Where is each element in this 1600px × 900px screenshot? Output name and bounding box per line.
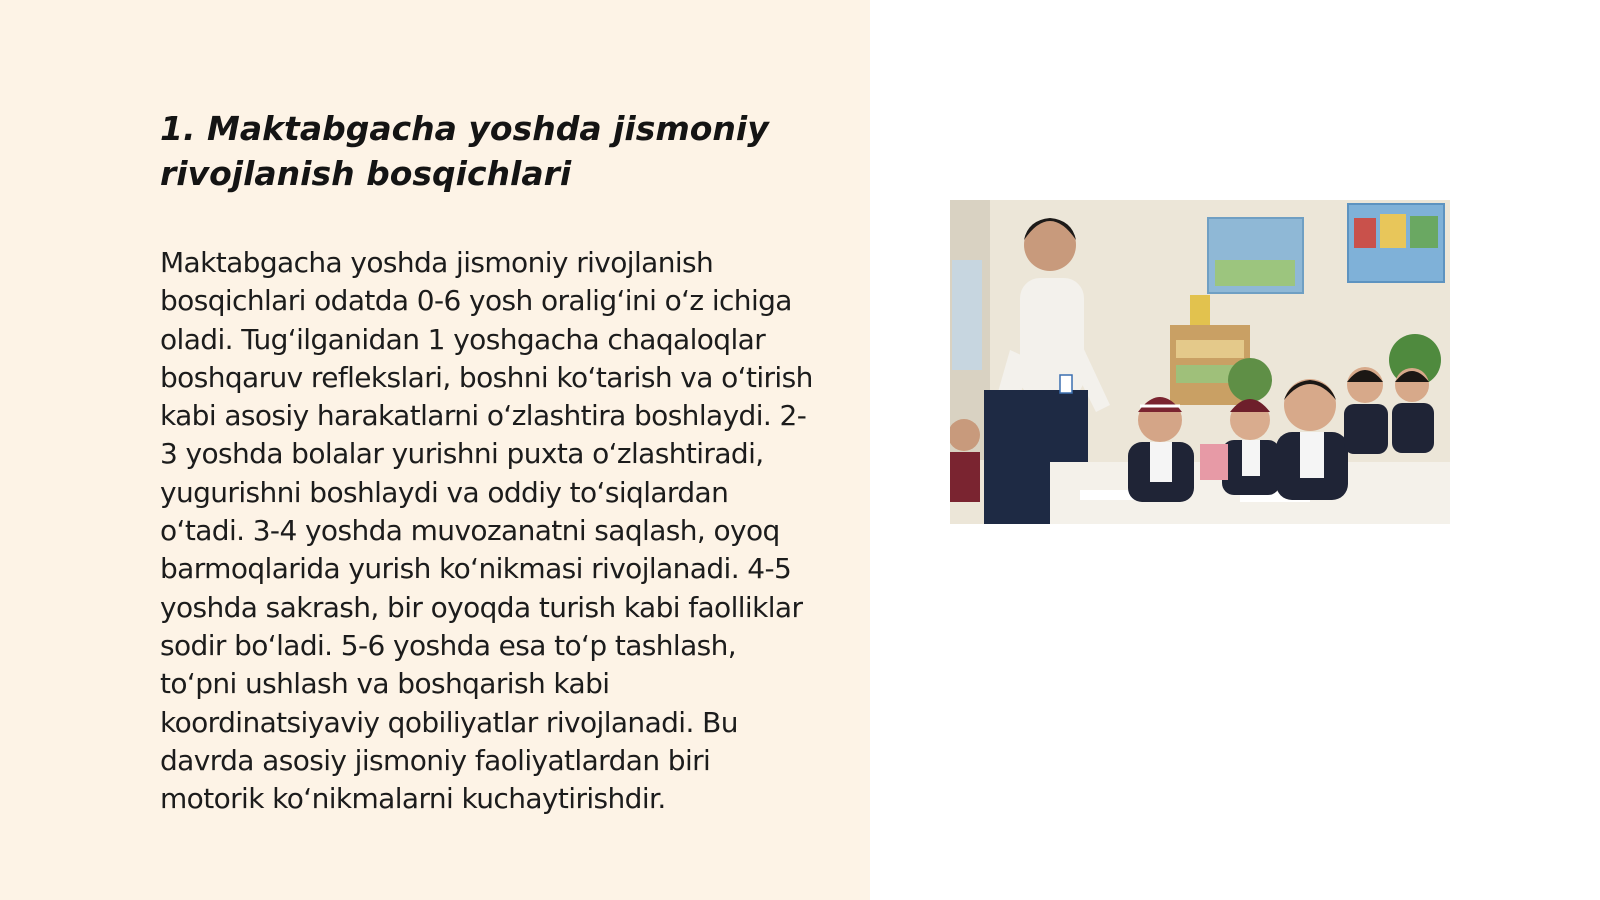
- slide-body-text: Maktabgacha yoshda jismoniy rivojlanish bosqichlari odatda 0-6 yosh oralig‘ini o‘z ichiga oladi. Tug‘ilganidan 1 yoshgacha chaqaloqlar boshqaruv reflekslari, boshni ko‘tarish va o‘tirish kabi asosiy harakatlarni o‘zlashtira boshlaydi. 2-3 yoshda bolalar yurishni puxta o‘zlashtiradi, yugurishni boshlaydi va oddiy to‘siqlardan o‘tadi. 3-4 yoshda muvozanatni saqlash, oyoq barmoqlarida yurish ko‘nikmasi rivojlanadi. 4-5 yoshda sakrash, bir oyoqda turish kabi faolliklar sodir bo‘ladi. 5-6 yoshda esa to‘p tashlash, to‘pni ushlash va boshqarish kabi koordinatsiyaviy qobiliyatlar rivojlanadi. Bu davrda asosiy jismoniy faoliyatlardan biri motorik ko‘nikmalarni kuchaytirishdir.: [160, 246, 813, 816]
- slide-title: 1. Maktabgacha yoshda jismoniy rivojlanish bosqichlari: [160, 109, 769, 193]
- classroom-photo: [950, 200, 1450, 524]
